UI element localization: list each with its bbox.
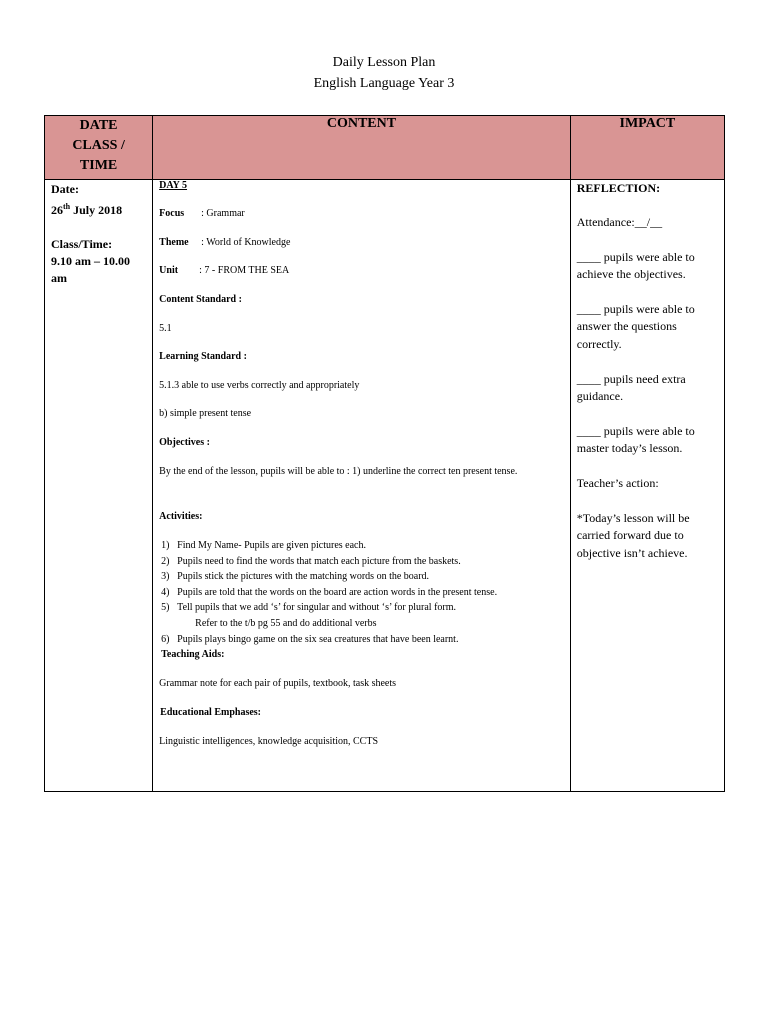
educational-emphases-value: Linguistic intelligences, knowledge acquisition, CCTS [159, 736, 379, 747]
reflection-mastery [577, 423, 722, 458]
reflection-guidance [577, 371, 722, 406]
header-date-class-time [45, 116, 153, 180]
activity-text: Pupils plays bingo game on the six sea creatures that have been learnt. [177, 633, 459, 645]
focus-value: : Grammar [201, 208, 245, 219]
activities-label: Activities: [159, 511, 203, 522]
teacher-action [577, 475, 722, 492]
day-label: DAY 5 [159, 180, 188, 191]
activity-number: 2) [161, 555, 170, 567]
objectives-label: Objectives : [159, 437, 210, 448]
activity-item [159, 554, 569, 570]
date-value [51, 198, 146, 219]
note-line: objective isn’t achieve. [576, 545, 688, 560]
activity-number: 4) [161, 586, 170, 598]
theme-row [159, 237, 290, 248]
activity-number: 3) [161, 571, 170, 583]
activity-number: 5) [161, 602, 170, 614]
activity-item [159, 600, 569, 616]
activity-number: 1) [161, 540, 170, 551]
carry-forward-note [577, 510, 722, 562]
reflection-line: ____ pupils were able to [576, 424, 695, 438]
activity-text: Pupils are told that the words on the board are action words in the present tense. [177, 586, 498, 598]
document-title [0, 52, 768, 94]
date-suffix: th [63, 202, 71, 211]
reflection-line: achieve the objectives. [576, 267, 686, 282]
title-line-2: English Language Year 3 [313, 76, 455, 91]
learning-standard-value-1: 5.1.3 able to use verbs correctly and appropriately [159, 380, 360, 391]
activity-text: Pupils stick the pictures with the matching words on the board. [177, 571, 430, 583]
reflection-line: ____ pupils were able to [576, 302, 695, 316]
reflection-label-text: REFLECTION: [576, 181, 661, 195]
activity-item [159, 538, 569, 554]
header-impact: IMPACT [570, 116, 724, 180]
date-month-year: July 2018 [70, 203, 123, 217]
unit-value: : 7 - FROM THE SEA [199, 265, 290, 276]
teaching-aids-value: Grammar note for each pair of pupils, textbook, task sheets [159, 678, 397, 689]
note-line: *Today’s lesson will be [576, 511, 690, 525]
attendance-text: Attendance:__/__ [576, 215, 663, 229]
activity-item [159, 632, 569, 648]
activity-text: Find My Name- Pupils are given pictures each. [177, 540, 366, 551]
lesson-plan-table [44, 115, 725, 792]
content-standard-value: 5.1 [159, 323, 172, 334]
educational-emphases-label: Educational Emphases: [160, 707, 262, 718]
impact-cell [570, 180, 724, 792]
activity-number: 6) [161, 633, 170, 645]
activity-item [159, 585, 569, 601]
theme-label: Theme [159, 237, 189, 248]
reflection-line: ____ pupils need extra [576, 372, 686, 386]
header-date-line: DATE [79, 118, 118, 133]
learning-standard-label: Learning Standard : [159, 351, 247, 362]
focus-row [159, 208, 245, 219]
unit-row [159, 265, 289, 276]
table-body-row [45, 180, 725, 792]
reflection-objectives [577, 249, 722, 284]
reflection-line: answer the questions [576, 319, 677, 334]
activity-item [159, 616, 569, 632]
teacher-action-text: Teacher’s action: [576, 476, 659, 490]
activity-text: Refer to the t/b pg 55 and do additional verbs [195, 617, 377, 629]
activity-text: Pupils need to find the words that match each picture from the baskets. [177, 555, 461, 567]
table-header-row [45, 116, 725, 180]
objectives-text: By the end of the lesson, pupils will be able to : 1) underline the correct ten present tense. [159, 466, 518, 477]
title-line-1: Daily Lesson Plan [332, 55, 436, 70]
class-time-label: Class/Time: [51, 237, 113, 251]
header-content: CONTENT [153, 116, 571, 180]
activities-list [159, 538, 569, 647]
unit-label: Unit [159, 265, 179, 276]
focus-label: Focus [159, 208, 185, 219]
time-line-1: 9.10 am – 10.00 [51, 254, 130, 268]
teaching-aids-label: Teaching Aids: [161, 649, 225, 660]
date-cell [45, 180, 153, 792]
reflection-questions [577, 301, 722, 353]
reflection-line: master today’s lesson. [576, 441, 683, 456]
reflection-line: correctly. [576, 336, 622, 351]
activity-item [159, 569, 569, 585]
reflection-line: guidance. [576, 389, 624, 404]
note-line: carried forward due to [576, 528, 684, 543]
date-label: Date: [51, 182, 79, 196]
activity-text: Tell pupils that we add ‘s’ for singular and without ‘s’ for plural form. [177, 602, 457, 614]
content-standard-label: Content Standard : [159, 294, 242, 305]
header-time-line: TIME [79, 158, 118, 173]
header-class-line: CLASS / [72, 138, 125, 153]
reflection-label [577, 180, 722, 197]
reflection-line: ____ pupils were able to [576, 250, 695, 264]
time-line-2: am [51, 271, 67, 285]
date-day: 26 [51, 203, 63, 217]
theme-value: : World of Knowledge [201, 237, 291, 248]
attendance [577, 214, 722, 231]
content-cell [153, 180, 571, 792]
learning-standard-value-2: b) simple present tense [159, 408, 252, 419]
